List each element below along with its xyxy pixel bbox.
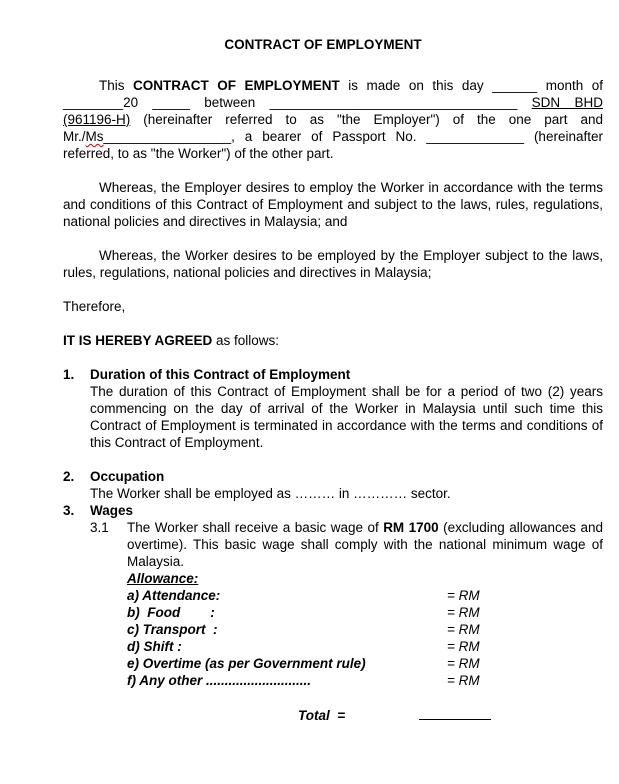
whereas-worker-paragraph: Whereas, the Worker desires to be employed by the Employer subject to the laws, rules, regulations, national policies and directives in Malaysia;: [63, 248, 603, 280]
intro-paragraph: This CONTRACT OF EMPLOYMENT is made on this day ______ month of ________20 _____ between _________________________________ SDN BHD (961196-H) (hereinafter referred to as "the Employer") of the one part and Mr./⁠Ms_________________, a bearer of Passport No. _____________ (hereinafter referred, to as "the Worker") of the other part.: [63, 78, 603, 161]
allowance-value: = RM: [447, 639, 480, 654]
allowance-list: [127, 587, 603, 689]
allowance-label: d) Shift :: [127, 639, 182, 654]
allowance-heading: Allowance:: [127, 571, 199, 586]
allowance-label: f) Any other ............................: [127, 673, 312, 688]
allowance-value: = RM: [447, 588, 480, 603]
section-number: 2.: [63, 469, 75, 484]
allowance-label: a) Attendance:: [127, 588, 221, 603]
section-body-duration: The duration of this Contract of Employment shall be for a period of two (2) years commencing on the day of arrival of the Worker in Malaysia until such time this Contract of Employment is terminated in accordance with the terms and conditions of this Contract of Employment.: [90, 384, 603, 450]
allowance-row: [127, 638, 603, 655]
section-duration: [63, 366, 603, 451]
wage-clause-text: The Worker shall receive a basic wage of RM 1700 (excluding allowances and overtime). This basic wage shall comply with the national minimum wage of Malaysia.: [127, 520, 603, 569]
allowance-row: [127, 587, 603, 604]
whereas-employer-paragraph: Whereas, the Employer desires to employ the Worker in accordance with the terms and conditions of this Contract of Employment and subject to the laws, rules, regulations, national policies and directives in Malaysia; and: [63, 180, 603, 229]
total-label: Total =: [298, 708, 346, 723]
section-number: 1.: [63, 367, 75, 382]
clause-number: 3.1: [90, 520, 109, 535]
section-heading-duration: Duration of this Contract of Employment: [90, 367, 351, 382]
section-wages: [63, 502, 603, 724]
allowance-label: b) Food :: [127, 605, 215, 620]
allowance-value: = RM: [447, 622, 480, 637]
allowance-row: [127, 604, 603, 621]
allowance-row: [127, 672, 603, 689]
section-body-occupation: The Worker shall be employed as ……… in ………… sector.: [90, 486, 451, 501]
allowance-row: [127, 655, 603, 672]
allowance-label: c) Transport :: [127, 622, 218, 637]
allowance-value: = RM: [447, 605, 480, 620]
total-blank-line: [419, 706, 491, 720]
section-number: 3.: [63, 503, 75, 518]
agreed-line: IT IS HEREBY AGREED as follows:: [63, 333, 280, 348]
clause-3-1: [90, 519, 603, 724]
document-title: CONTRACT OF EMPLOYMENT: [224, 37, 422, 52]
total-row: [298, 706, 603, 724]
allowance-value: = RM: [447, 656, 480, 671]
allowance-value: = RM: [447, 673, 480, 688]
section-heading-wages: Wages: [90, 503, 134, 518]
therefore-line: Therefore,: [63, 299, 126, 314]
section-occupation: [63, 468, 603, 502]
allowance-label: e) Overtime (as per Government rule): [127, 656, 366, 671]
section-heading-occupation: Occupation: [90, 469, 165, 484]
allowance-row: [127, 621, 603, 638]
